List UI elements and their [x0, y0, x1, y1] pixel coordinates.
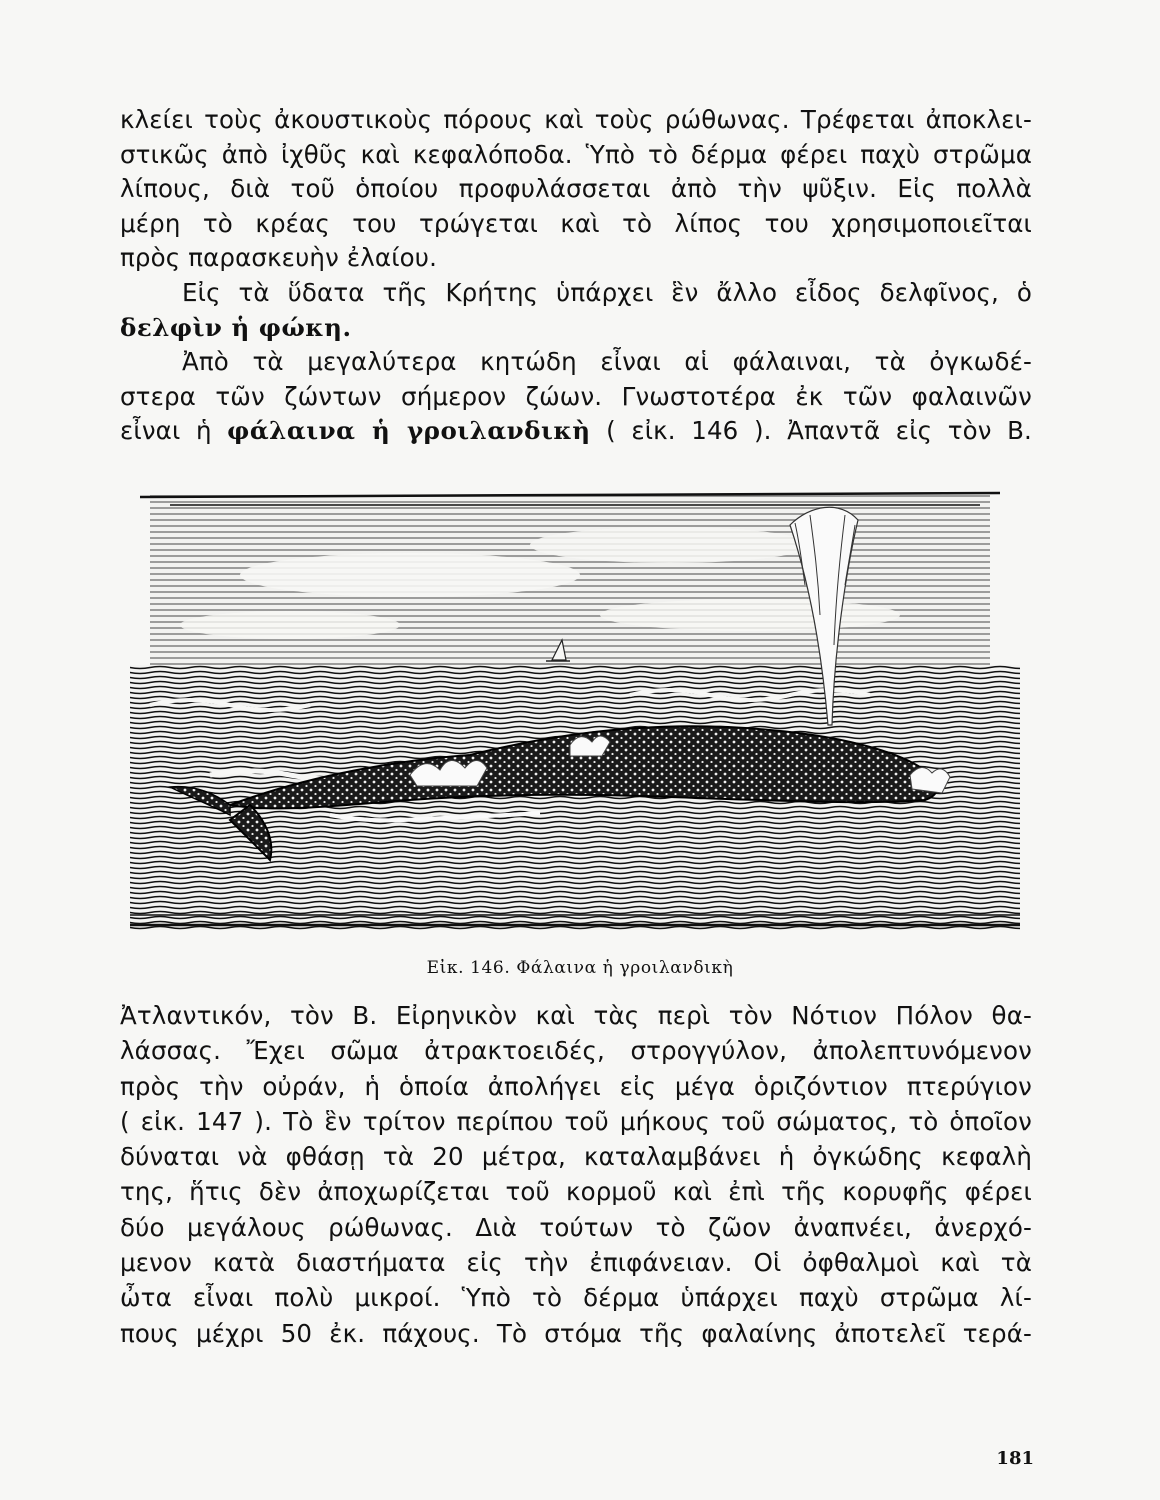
- text-fragment: ( εἰκ. 146 ). Ἀπαντᾶ εἰς τὸν Β.: [590, 416, 1032, 446]
- bottom-paragraphs: [120, 998, 1032, 1351]
- text-line: λίπους, διὰ τοῦ ὁποίου προφυλάσσεται ἀπὸ τὴν ψῦξιν. Εἰς πολλὰ: [120, 174, 1032, 204]
- text-line: στικῶς ἀπὸ ἰχθῦς καὶ κεφαλόποδα. Ὑπὸ τὸ δέρμα φέρει παχὺ στρῶμα: [120, 139, 1032, 169]
- text-line: Εἰς τὰ ὕδατα τῆς Κρήτης ὑπάρχει ἓν ἄλλο εἶδος δελφῖνος, ὁ: [182, 277, 1032, 307]
- text-line: δύο μεγάλους ρώθωνας. Διὰ τούτων τὸ ζῶον ἀναπνέει, ἀνερχό-: [120, 1212, 1032, 1242]
- text-line-with-bold-term: [120, 414, 1032, 449]
- text-line: Ἀτλαντικόν, τὸν Β. Εἰρηνικὸν καὶ τὰς περὶ τὸν Νότιον Πόλον θα-: [120, 1001, 1032, 1030]
- text-line: πρὸς τὴν οὐράν, ἡ ὁποία ἀπολήγει εἰς μέγα ὁριζόντιον πτερύγιον: [120, 1071, 1032, 1101]
- text-line: ὦτα εἶναι πολὺ μικροί. Ὑπὸ τὸ δέρμα ὑπάρχει παχὺ στρῶμα λί-: [120, 1283, 1032, 1313]
- text-line: μενον κατὰ διαστήματα εἰς τὴν ἐπιφάνειαν. Οἱ ὀφθαλμοὶ καὶ τὰ: [120, 1248, 1032, 1278]
- text-line: ( εἰκ. 147 ). Τὸ ἓν τρίτον περίπου τοῦ μήκους τοῦ σώματος, τὸ ὁποῖον: [120, 1106, 1032, 1136]
- text-line: δύναται νὰ φθάσῃ τὰ 20 μέτρα, καταλαμβάνει ἡ ὀγκώδης κεφαλὴ: [120, 1142, 1032, 1172]
- text-line: πους μέχρι 50 ἐκ. πάχους. Τὸ στόμα τῆς φαλαίνης ἀποτελεῖ τερά-: [120, 1318, 1032, 1348]
- text-line: λάσσας. Ἔχει σῶμα ἀτρακτοειδές, στρογγύλον, ἀπολεπτυνόμενον: [120, 1036, 1032, 1066]
- text-line-with-bold-term: [120, 311, 1032, 346]
- bold-term: φάλαινα ἡ γροιλανδικὴ: [227, 416, 591, 446]
- text-line: πρὸς παρασκευὴν ἐλαίου.: [120, 243, 438, 273]
- text-line: της, ἥτις δὲν ἀποχωρίζεται τοῦ κορμοῦ καὶ ἐπὶ τῆς κορυφῆς φέρει: [120, 1177, 1032, 1207]
- text-fragment: εἶναι ἡ: [120, 416, 228, 446]
- text-fragment: .: [342, 312, 352, 342]
- figure-caption: Εἰκ. 146. Φάλαινα ἡ γροιλανδικὴ: [426, 958, 734, 978]
- text-line: στερα τῶν ζώντων σήμερον ζώων. Γνωστοτέρα ἐκ τῶν φαλαινῶν: [120, 381, 1032, 411]
- bold-term: δελφὶν ἡ φώκη: [120, 312, 343, 342]
- whale-illustration: [110, 475, 1035, 935]
- whale-engraving-image: [110, 475, 1035, 935]
- top-paragraphs: [120, 103, 1032, 449]
- page-number: 181: [996, 1448, 1034, 1469]
- text-line: Ἀπὸ τὰ μεγαλύτερα κητώδη εἶναι αἱ φάλαιναι, τὰ ὀγκωδέ-: [182, 347, 1032, 377]
- text-line: κλείει τοὺς ἀκουστικοὺς πόρους καὶ τοὺς ρώθωνας. Τρέφεται ἀποκλει-: [120, 105, 1032, 134]
- text-line: μέρη τὸ κρέας του τρώγεται καὶ τὸ λίπος του χρησιμοποιεῖται: [120, 208, 1032, 238]
